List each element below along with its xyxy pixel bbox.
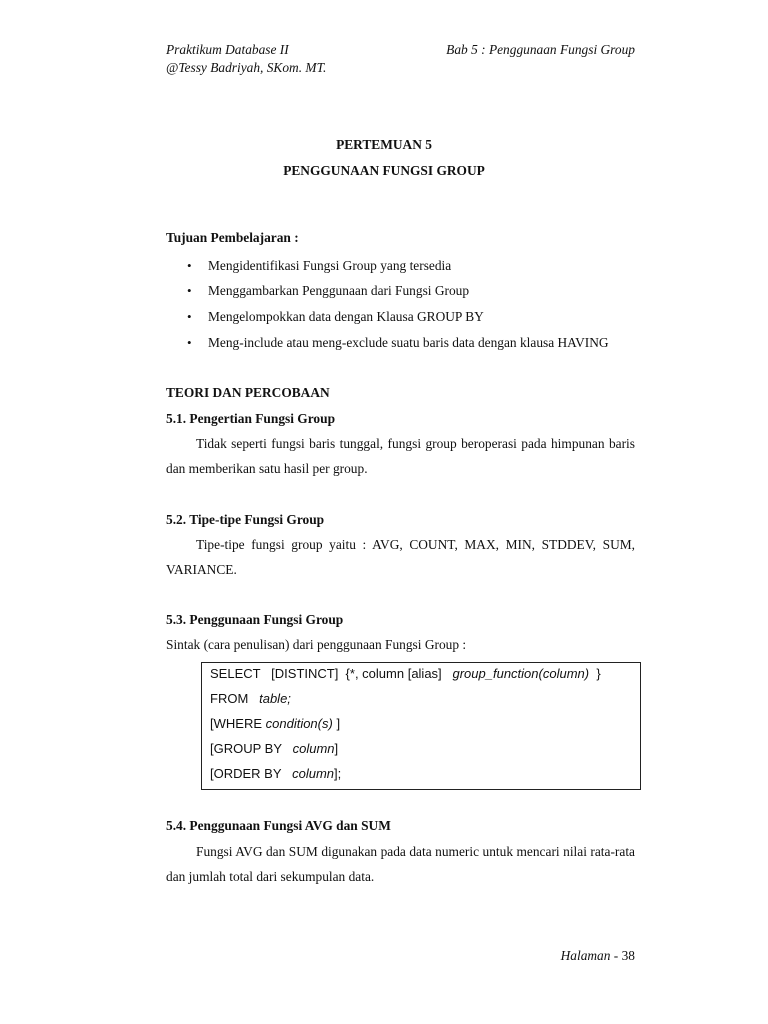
objective-text: Meng-include atau meng-exclude suatu baris data dengan klausa HAVING <box>208 335 609 350</box>
objectives-heading: Tujuan Pembelajaran : <box>166 230 299 245</box>
section-5-1-paragraph: Tidak seperti fungsi baris tunggal, fungsi group beroperasi pada himpunan baris dan memberikan satu hasil per group. <box>166 436 635 476</box>
code-line-where: [WHERE condition(s) ] <box>210 716 341 731</box>
objective-text: Menggambarkan Penggunaan dari Fungsi Group <box>208 283 470 298</box>
bullet-icon: • <box>187 283 192 298</box>
page-title-line2: PENGGUNAAN FUNGSI GROUP <box>283 163 485 178</box>
theory-heading: TEORI DAN PERCOBAAN <box>166 385 330 400</box>
bullet-icon: • <box>187 309 192 324</box>
section-5-4-heading: 5.4. Penggunaan Fungsi AVG dan SUM <box>166 818 391 833</box>
page-title-line1: PERTEMUAN 5 <box>336 137 432 152</box>
bullet-icon: • <box>187 258 192 273</box>
objective-text: Mengelompokkan data dengan Klausa GROUP BY <box>208 309 484 324</box>
section-5-2-heading: 5.2. Tipe-tipe Fungsi Group <box>166 512 325 527</box>
bullet-icon: • <box>187 335 192 350</box>
code-line-group-by: [GROUP BY column] <box>210 741 339 756</box>
page-number: Halaman - 38 <box>560 948 635 963</box>
code-line-from: FROM table; <box>210 691 291 706</box>
section-5-4-paragraph: Fungsi AVG dan SUM digunakan pada data numeric untuk mencari nilai rata-rata dan jumlah total dari sekumpulan data. <box>166 844 635 884</box>
code-line-select: SELECT [DISTINCT] {*, column [alias] group_function(column) } <box>210 666 601 681</box>
header-chapter: Bab 5 : Penggunaan Fungsi Group <box>446 42 635 57</box>
section-5-2-paragraph: Tipe-tipe fungsi group yaitu : AVG, COUNT, MAX, MIN, STDDEV, SUM, VARIANCE. <box>166 537 635 577</box>
section-5-3-heading: 5.3. Penggunaan Fungsi Group <box>166 612 344 627</box>
header-author: @Tessy Badriyah, SKom. MT. <box>166 60 327 75</box>
syntax-intro: Sintak (cara penulisan) dari penggunaan Fungsi Group : <box>166 637 467 652</box>
syntax-code-box <box>201 662 641 790</box>
objective-text: Mengidentifikasi Fungsi Group yang tersedia <box>208 258 452 273</box>
code-line-order-by: [ORDER BY column]; <box>210 766 342 781</box>
header-course: Praktikum Database II <box>166 42 289 57</box>
section-5-1-heading: 5.1. Pengertian Fungsi Group <box>166 411 336 426</box>
